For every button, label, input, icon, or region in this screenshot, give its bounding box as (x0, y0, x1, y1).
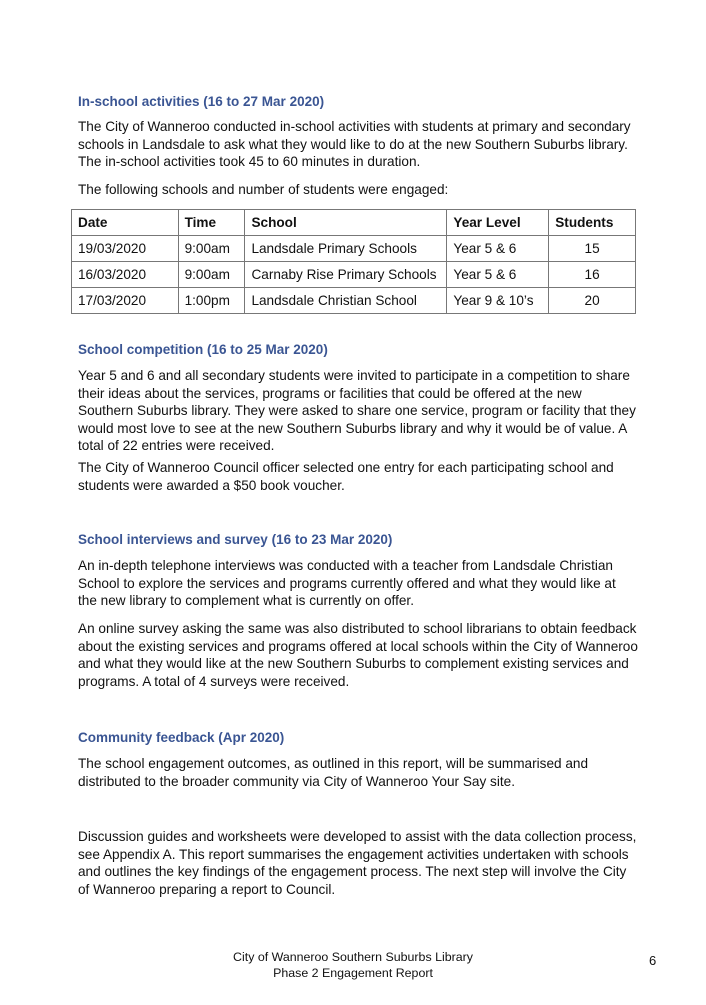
footer-subtitle: Phase 2 Engagement Report (273, 966, 433, 980)
column-header-year-level: Year Level (447, 210, 549, 236)
paragraph-schools-engaged: The following schools and number of students were engaged: (78, 182, 449, 197)
footer-title: City of Wanneroo Southern Suburbs Library (233, 950, 473, 964)
cell-year-level: Year 5 & 6 (447, 236, 549, 262)
paragraph-competition-intro: Year 5 and 6 and all secondary students were invited to participate in a competition to share their ideas about the services, programs or facilities that could be offered at the new Southern Suburbs library. They were asked to share one service, program or facility that they would most love to see at the new Southern Suburbs library and why it would be of value. A total of 22 entries were received. (78, 368, 636, 454)
section-heading-community: Community feedback (Apr 2020) (78, 730, 285, 745)
cell-time: 9:00am (178, 236, 245, 262)
cell-time: 9:00am (178, 262, 245, 288)
column-header-students: Students (549, 210, 636, 236)
cell-school: Landsdale Christian School (245, 288, 447, 314)
table-row (72, 288, 636, 314)
column-header-date: Date (72, 210, 179, 236)
cell-year-level: Year 5 & 6 (447, 262, 549, 288)
cell-date: 19/03/2020 (72, 236, 179, 262)
cell-date: 16/03/2020 (72, 262, 179, 288)
table-row (72, 236, 636, 262)
cell-students: 16 (549, 262, 636, 288)
paragraph-survey: An online survey asking the same was also distributed to school librarians to obtain feedback about the existing services and programs offered at local schools within the City of Wanneroo and what they would like at the new Southern Suburbs to complement existing services and programs. A total of 4 surveys were received. (78, 621, 638, 689)
paragraph-interviews: An in-depth telephone interviews was conducted with a teacher from Landsdale Christian School to explore the services and programs currently offered and what they would like at the new library to complement what is currently on offer. (78, 558, 616, 609)
cell-date: 17/03/2020 (72, 288, 179, 314)
paragraph-in-school-intro: The City of Wanneroo conducted in-school activities with students at primary and secondary schools in Landsdale to ask what they would like to do at the new Southern Suburbs library. The in-school activities took 45 to 60 minutes in duration. (78, 119, 631, 170)
section-heading-interviews: School interviews and survey (16 to 23 Mar 2020) (78, 532, 393, 547)
table-header-row (72, 210, 636, 236)
section-heading-in-school: In-school activities (16 to 27 Mar 2020) (78, 94, 325, 109)
paragraph-closing: Discussion guides and worksheets were developed to assist with the data collection process, see Appendix A. This report summarises the engagement activities undertaken with schools and outlines the key findings of the engagement process. The next step will involve the City of Wanneroo preparing a report to Council. (78, 829, 637, 897)
schools-table (71, 209, 636, 314)
column-header-time: Time (178, 210, 245, 236)
cell-students: 20 (549, 288, 636, 314)
section-heading-competition: School competition (16 to 25 Mar 2020) (78, 342, 328, 357)
cell-time: 1:00pm (178, 288, 245, 314)
cell-school: Carnaby Rise Primary Schools (245, 262, 447, 288)
cell-year-level: Year 9 & 10’s (447, 288, 549, 314)
column-header-school: School (245, 210, 447, 236)
paragraph-competition-voucher: The City of Wanneroo Council officer selected one entry for each participating school and students were awarded a $50 book voucher. (78, 460, 614, 493)
page-number: 6 (649, 953, 657, 968)
page-footer (0, 949, 706, 981)
cell-school: Landsdale Primary Schools (245, 236, 447, 262)
paragraph-community: The school engagement outcomes, as outlined in this report, will be summarised and distributed to the broader community via City of Wanneroo Your Say site. (78, 756, 589, 789)
cell-students: 15 (549, 236, 636, 262)
table-row (72, 262, 636, 288)
